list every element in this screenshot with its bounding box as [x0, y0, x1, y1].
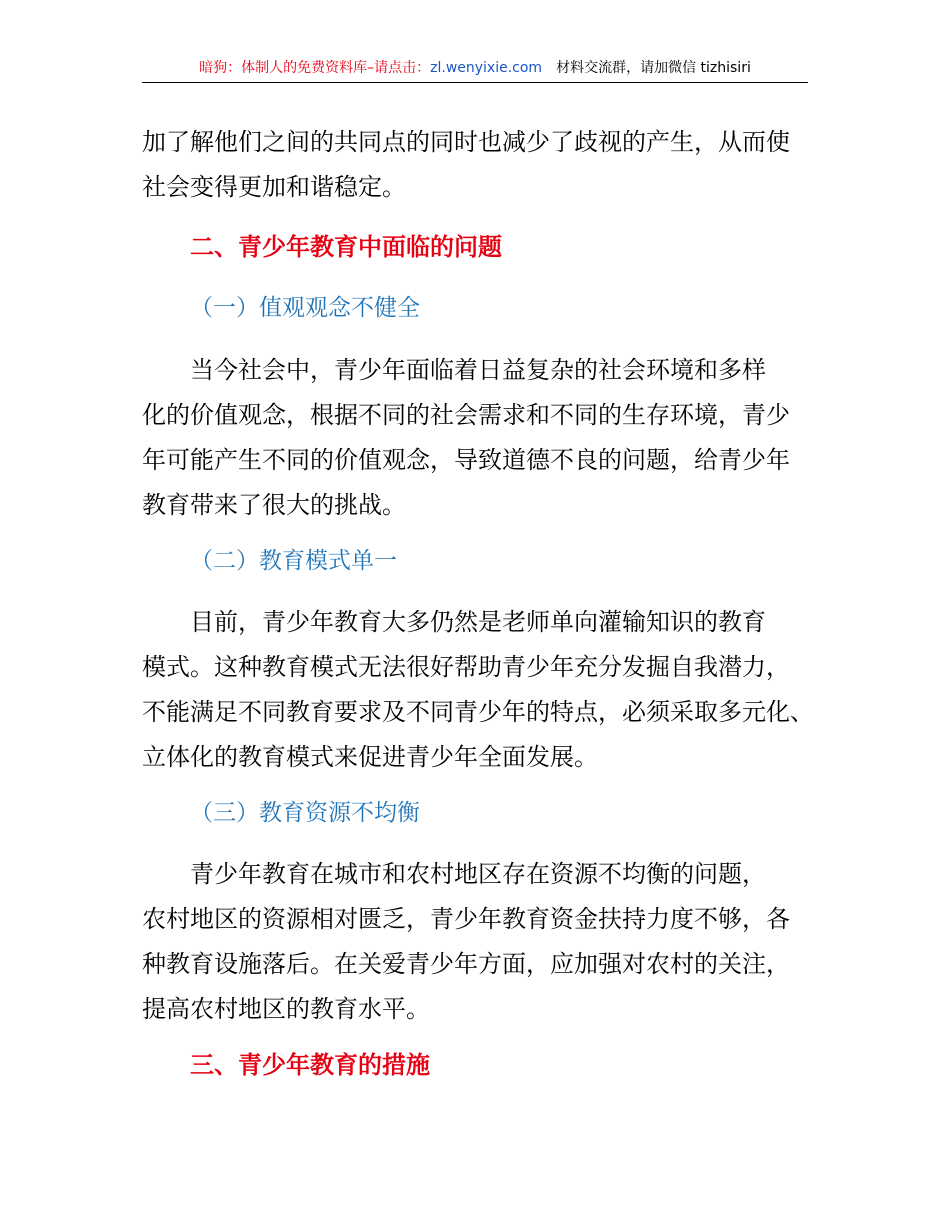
paragraph-line: 教育带来了很大的挑战。	[142, 491, 406, 519]
paragraph-line: 提高农村地区的教育水平。	[142, 995, 430, 1023]
paragraph-resources	[142, 852, 842, 1032]
paragraph-line: 种教育设施落后。在关爱青少年方面，应加强对农村的关注，	[142, 950, 790, 978]
section-heading-measures: 三、青少年教育的措施	[190, 1051, 430, 1079]
paragraph-line: 目前，青少年教育大多仍然是老师单向灌输知识的教育	[190, 608, 766, 636]
paragraph-line: 年可能产生不同的价值观念，导致道德不良的问题，给青少年	[142, 446, 790, 474]
paragraph-line: 加了解他们之间的共同点的同时也减少了歧视的产生，从而使	[142, 128, 790, 156]
paragraph-model	[142, 600, 842, 780]
header-promo: 暗狗：体制人的免费资料库	[199, 60, 368, 76]
section-heading-problems: 二、青少年教育中面临的问题	[190, 233, 502, 261]
paragraph-values	[142, 348, 842, 528]
subheading-values: （一）值观观念不健全	[190, 295, 420, 321]
header-click-prompt: –请点击：	[367, 60, 431, 76]
paragraph-line: 立体化的教育模式来促进青少年全面发展。	[142, 743, 598, 771]
subheading-model: （二）教育模式单一	[190, 548, 397, 574]
paragraph-line: 社会变得更加和谐稳定。	[142, 173, 406, 201]
intro-paragraph	[142, 120, 842, 210]
paragraph-line: 不能满足不同教育要求及不同青少年的特点，必须采取多元化、	[142, 698, 814, 726]
paragraph-line: 当今社会中，青少年面临着日益复杂的社会环境和多样	[190, 356, 766, 384]
page-header	[142, 56, 808, 83]
header-group-info: 材料交流群，请加微信 tizhisiri	[556, 60, 751, 76]
paragraph-line: 化的价值观念，根据不同的社会需求和不同的生存环境，青少	[142, 401, 790, 429]
header-link[interactable]: zl.wenyixie.com	[430, 60, 543, 76]
paragraph-line: 青少年教育在城市和农村地区存在资源不均衡的问题，	[190, 860, 766, 888]
paragraph-line: 农村地区的资源相对匮乏，青少年教育资金扶持力度不够，各	[142, 905, 790, 933]
paragraph-line: 模式。这种教育模式无法很好帮助青少年充分发掘自我潜力，	[142, 653, 790, 681]
subheading-resources: （三）教育资源不均衡	[190, 800, 420, 826]
